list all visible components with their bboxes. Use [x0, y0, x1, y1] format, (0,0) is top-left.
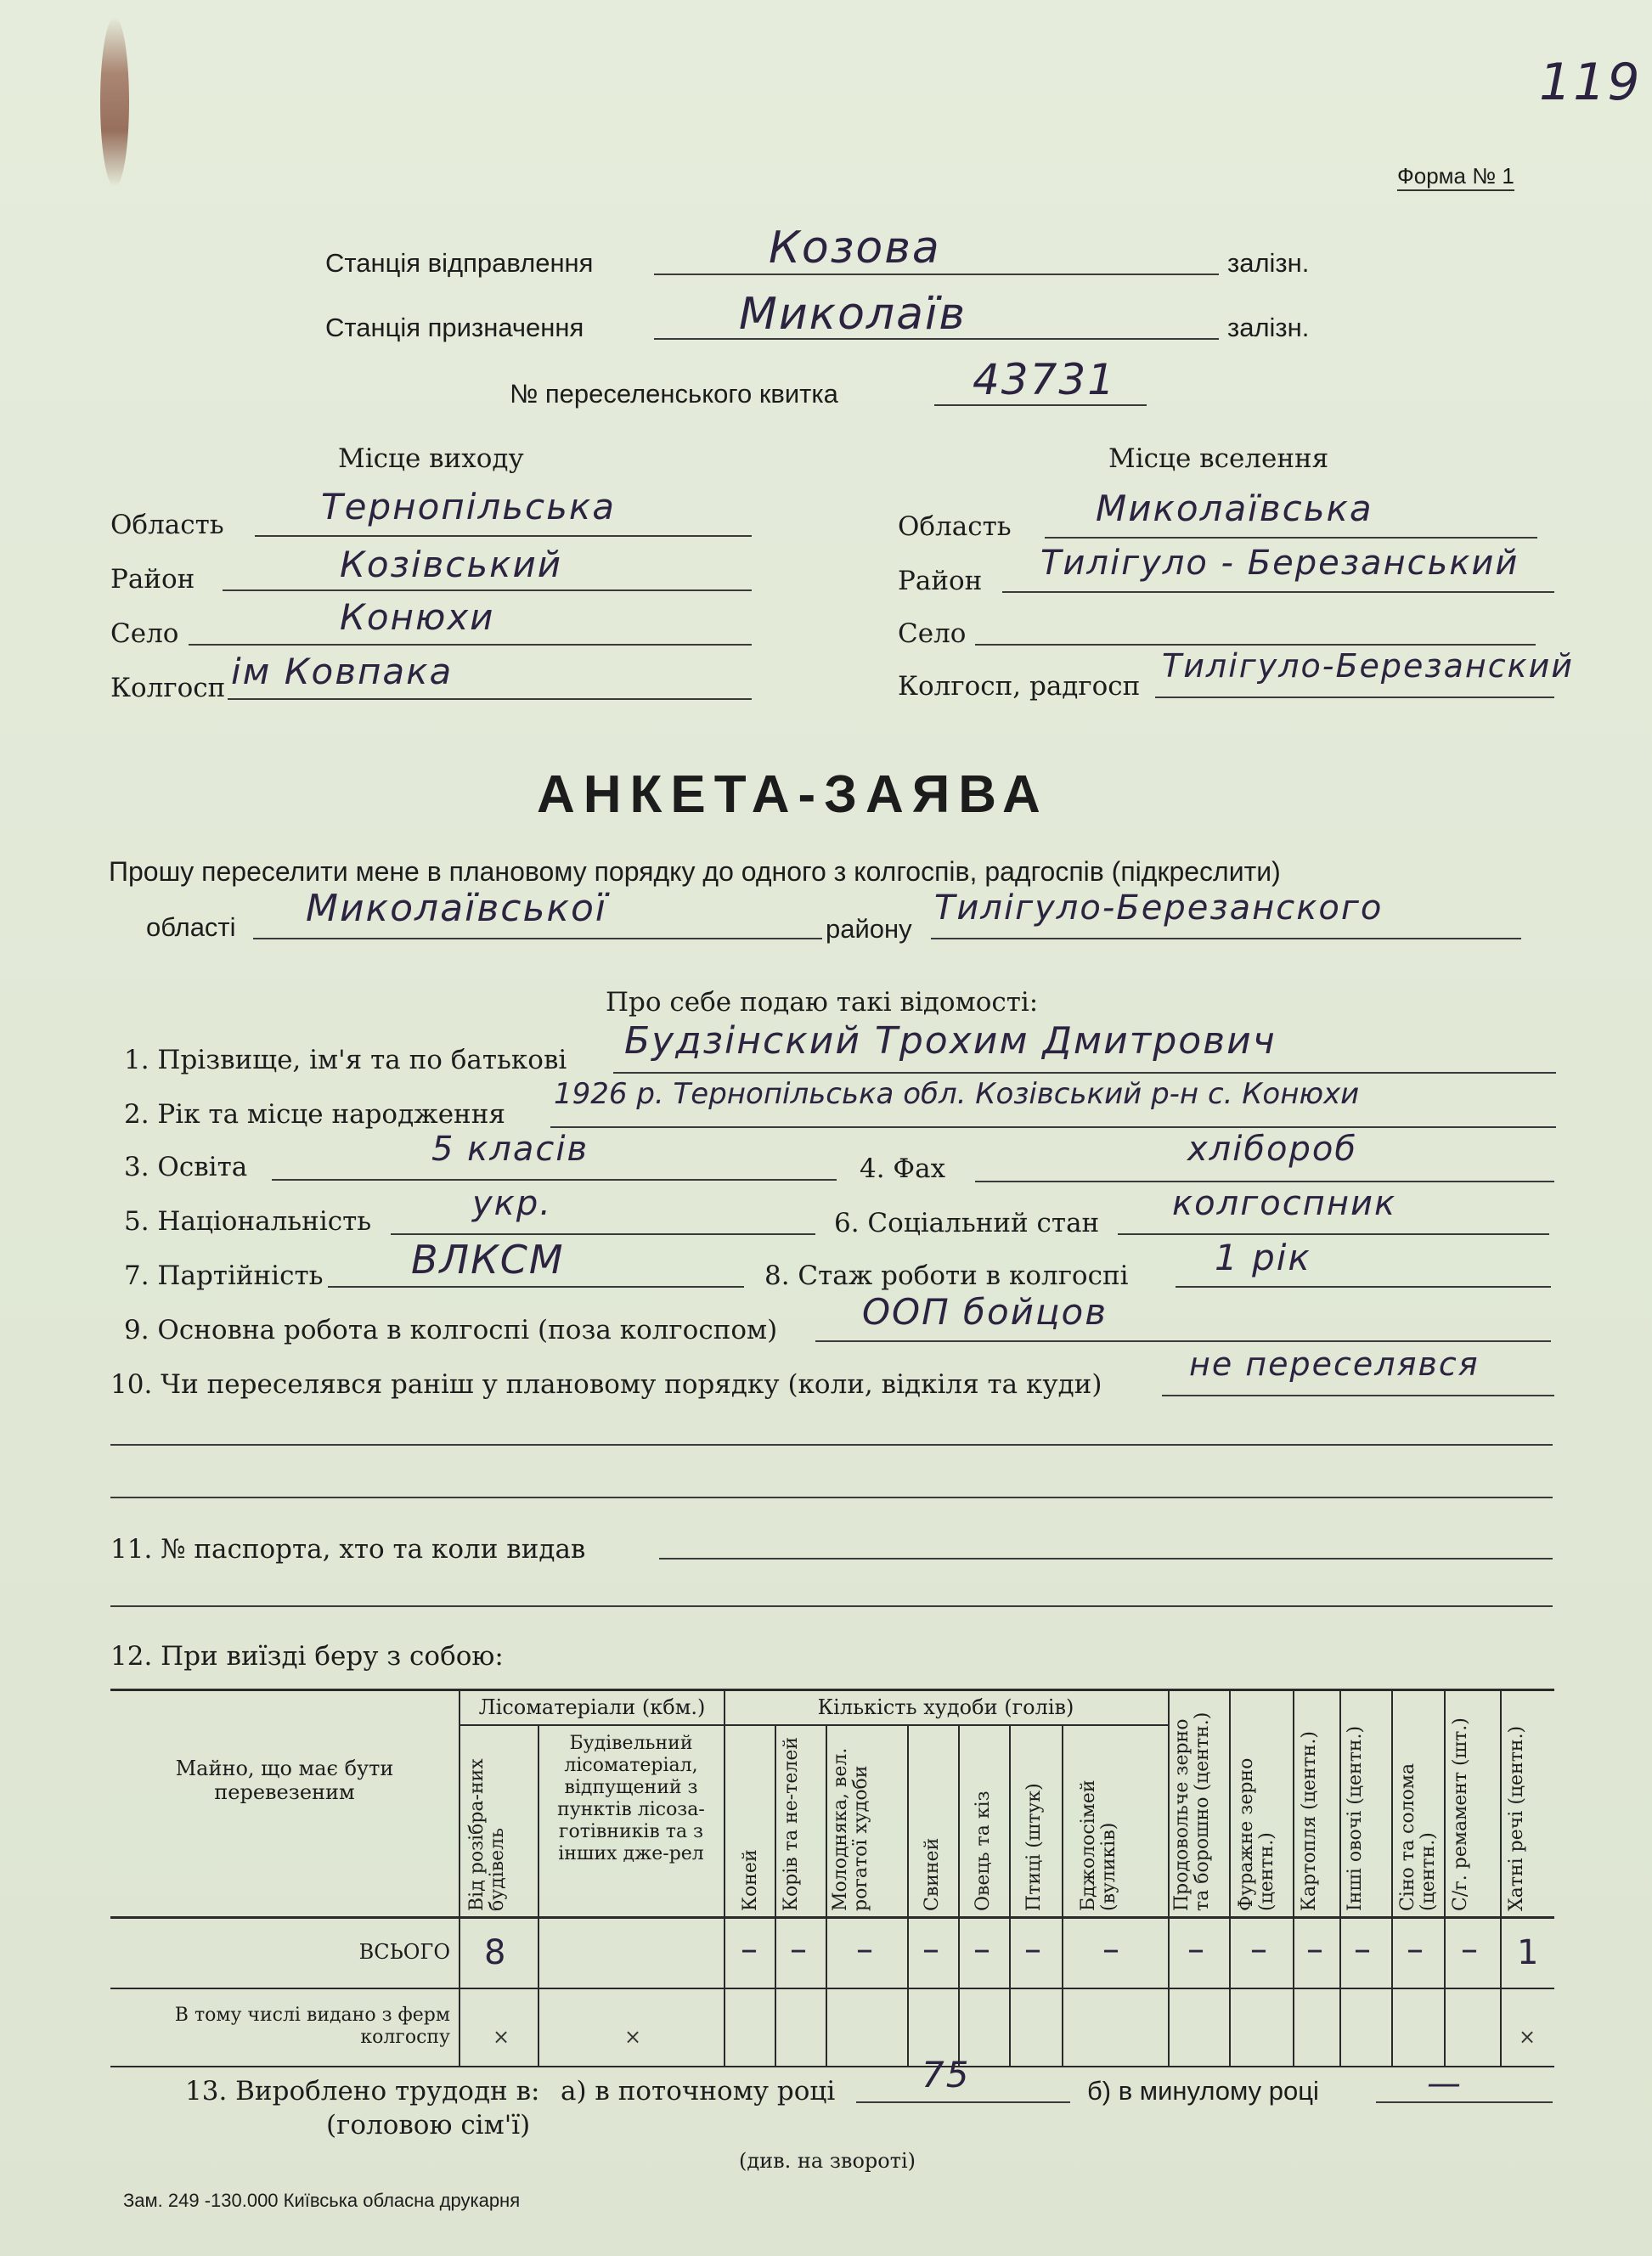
property-header: Майно, що має бути перевезеним [175, 1757, 394, 1804]
form-label: Форма № 1 [1397, 163, 1514, 191]
field-2-label: 2. Рік та місце народження [124, 1099, 505, 1130]
other-col-household: Хатні речі (центн.) [1506, 1725, 1527, 1911]
field-7-label: 7. Партійність [124, 1261, 324, 1291]
origin-selo-label: Село [110, 618, 179, 649]
field-3-label: 3. Освіта [124, 1152, 248, 1182]
livestock-col-cows: Корів та не-телей [781, 1736, 802, 1911]
livestock-col-young-cattle: Молодняка, вел. рогатої худоби [830, 1747, 871, 1911]
origin-kolhosp-value: ім Ковпака [231, 651, 454, 692]
see-back-note: (див. на звороті) [739, 2149, 916, 2173]
workdays-label: 13. Вироблено трудодн в: [185, 2076, 540, 2107]
field-9-value: ООП бойцов [862, 1291, 1108, 1333]
total-young-cattle: – [856, 1930, 873, 1969]
workdays-past-label: б) в минулому році [1087, 2076, 1319, 2106]
departure-station-value: Козова [769, 223, 941, 274]
farm-mark-3: × [1519, 2025, 1536, 2049]
field-4-value: хлібороб [1187, 1130, 1358, 1169]
request-text: Прошу переселити мене в плановому порядку до одного з колгоспів, радгоспів (підкреслити) [109, 856, 1281, 887]
total-cows: – [790, 1930, 807, 1969]
request-oblast-label: області [146, 912, 236, 942]
destination-station-value: Миколаїв [739, 289, 967, 340]
ticket-value: 43731 [973, 355, 1117, 404]
origin-oblast-value: Тернопільська [321, 486, 616, 527]
livestock-col-sheep: Овець та кіз [973, 1791, 994, 1911]
rust-stain [100, 17, 129, 187]
farm-row-label: В тому числі видано з ферм колгоспу [174, 2005, 450, 2048]
field-5-label: 5. Національність [124, 1206, 372, 1237]
field-5-value: укр. [472, 1184, 552, 1223]
farm-mark-1: × [493, 2025, 510, 2049]
ticket-label: № переселенського квитка [510, 379, 838, 409]
timber-col-2: Будівельний лісоматеріал, відпущений з пунктів лісоза-готівників та з інших дже-рел [557, 1733, 705, 1864]
origin-oblast-label: Область [110, 510, 224, 540]
workdays-sub: (головою сім'ї) [326, 2110, 531, 2140]
printer-imprint: Зам. 249 -130.000 Київська обласна друкарня [123, 2190, 521, 2211]
destination-heading: Місце вселення [1108, 443, 1329, 474]
total-sheep: – [973, 1930, 990, 1969]
field-8-value: 1 рік [1215, 1237, 1311, 1278]
departure-station-label: Станція відправлення [325, 248, 594, 278]
field-12-label: 12. При виїзді беру з собою: [110, 1641, 504, 1672]
field-1-value: Будзінский Трохим Дмитрович [624, 1019, 1277, 1063]
field-9-label: 9. Основна робота в колгоспі (поза колгоспом) [124, 1315, 778, 1345]
request-oblast-value: Миколаївської [306, 887, 608, 930]
property-table [110, 1689, 1554, 2067]
total-hay: – [1407, 1930, 1424, 1969]
origin-raion-value: Козівський [340, 544, 563, 585]
other-col-feed: Фуражне зерно (центн.) [1236, 1757, 1277, 1911]
total-row-label: ВСЬОГО [358, 1940, 450, 1964]
total-vegetables: – [1354, 1930, 1371, 1969]
total-feed: – [1250, 1930, 1267, 1969]
dest-kolhosp-value: Тилігуло-Березанский [1162, 647, 1574, 685]
field-8-label: 8. Стаж роботи в колгоспі [764, 1261, 1129, 1291]
dest-selo-label: Село [898, 618, 967, 649]
total-poultry: – [1024, 1930, 1041, 1969]
field-6-label: 6. Соціальний стан [834, 1208, 1100, 1238]
field-1-label: 1. Прізвище, ім'я та по батькові [124, 1045, 567, 1075]
livestock-col-pigs: Свиней [922, 1837, 943, 1911]
field-2-value: 1926 р. Тернопільська обл. Козівський р-н с. Конюхи [554, 1077, 1360, 1111]
timber-col-1: Від розібра-них будівель [466, 1758, 508, 1911]
workdays-current-value: 75 [922, 2054, 971, 2095]
field-10-value: не переселявся [1189, 1345, 1480, 1383]
workdays-current-label: а) в поточному році [561, 2076, 836, 2107]
other-col-grain: Продовольче зерно та борошно (центн.) [1171, 1712, 1213, 1911]
page-number: 119 [1539, 53, 1642, 112]
dest-raion-label: Район [898, 566, 983, 596]
total-household: 1 [1517, 1933, 1539, 1972]
total-bees: – [1102, 1930, 1119, 1969]
origin-raion-label: Район [110, 564, 195, 595]
origin-kolhosp-label: Колгосп [110, 673, 226, 703]
field-6-value: колгоспник [1172, 1184, 1397, 1223]
livestock-group-header: Кількість худоби (голів) [817, 1695, 1074, 1719]
rail-suffix-2: залізн. [1227, 313, 1310, 342]
other-col-potato: Картопля (центн.) [1299, 1731, 1320, 1911]
document-title: АНКЕТА-ЗАЯВА [537, 765, 1049, 824]
rail-suffix-1: залізн. [1227, 248, 1310, 278]
dest-raion-value: Тилігуло - Березанський [1040, 544, 1520, 583]
other-col-hay: Сіно та солома (центн.) [1397, 1762, 1439, 1911]
destination-station-label: Станція призначення [325, 313, 584, 342]
total-potato: – [1306, 1930, 1323, 1969]
field-3-value: 5 класів [431, 1130, 589, 1169]
origin-heading: Місце виходу [338, 443, 524, 474]
origin-selo-value: Конюхи [340, 596, 495, 638]
farm-mark-2: × [624, 2025, 642, 2049]
timber-group-header: Лісоматеріали (кбм.) [478, 1695, 706, 1719]
request-raion-label: району [826, 914, 912, 944]
total-horses: – [741, 1930, 758, 1969]
field-4-label: 4. Фах [860, 1153, 946, 1184]
other-col-tools: С/г. ремамент (шт.) [1450, 1717, 1471, 1911]
livestock-col-bees: Бджолосімей (вуликів) [1078, 1779, 1119, 1911]
other-col-vegetables: Інші овочі (центн.) [1345, 1725, 1366, 1911]
total-grain: – [1187, 1930, 1204, 1969]
dest-oblast-value: Миколаївська [1096, 488, 1373, 529]
request-raion-value: Тилігуло-Березанского [934, 888, 1384, 928]
dest-kolhosp-label: Колгосп, радгосп [898, 671, 1141, 702]
field-7-value: ВЛКСМ [411, 1237, 565, 1283]
total-pigs: – [922, 1930, 939, 1969]
total-tools: – [1461, 1930, 1478, 1969]
field-11-label: 11. № паспорта, хто та коли видав [110, 1534, 586, 1565]
livestock-col-poultry: Птиці (штук) [1023, 1783, 1045, 1911]
workdays-past-value: — [1427, 2064, 1463, 2103]
field-10-label: 10. Чи переселявся раніш у плановому порядку (коли, відкіля та куди) [110, 1369, 1102, 1400]
about-heading: Про себе подаю такі відомості: [606, 987, 1039, 1018]
dest-oblast-label: Область [898, 511, 1012, 542]
total-timber-1: 8 [484, 1933, 506, 1972]
livestock-col-horses: Коней [740, 1849, 761, 1911]
